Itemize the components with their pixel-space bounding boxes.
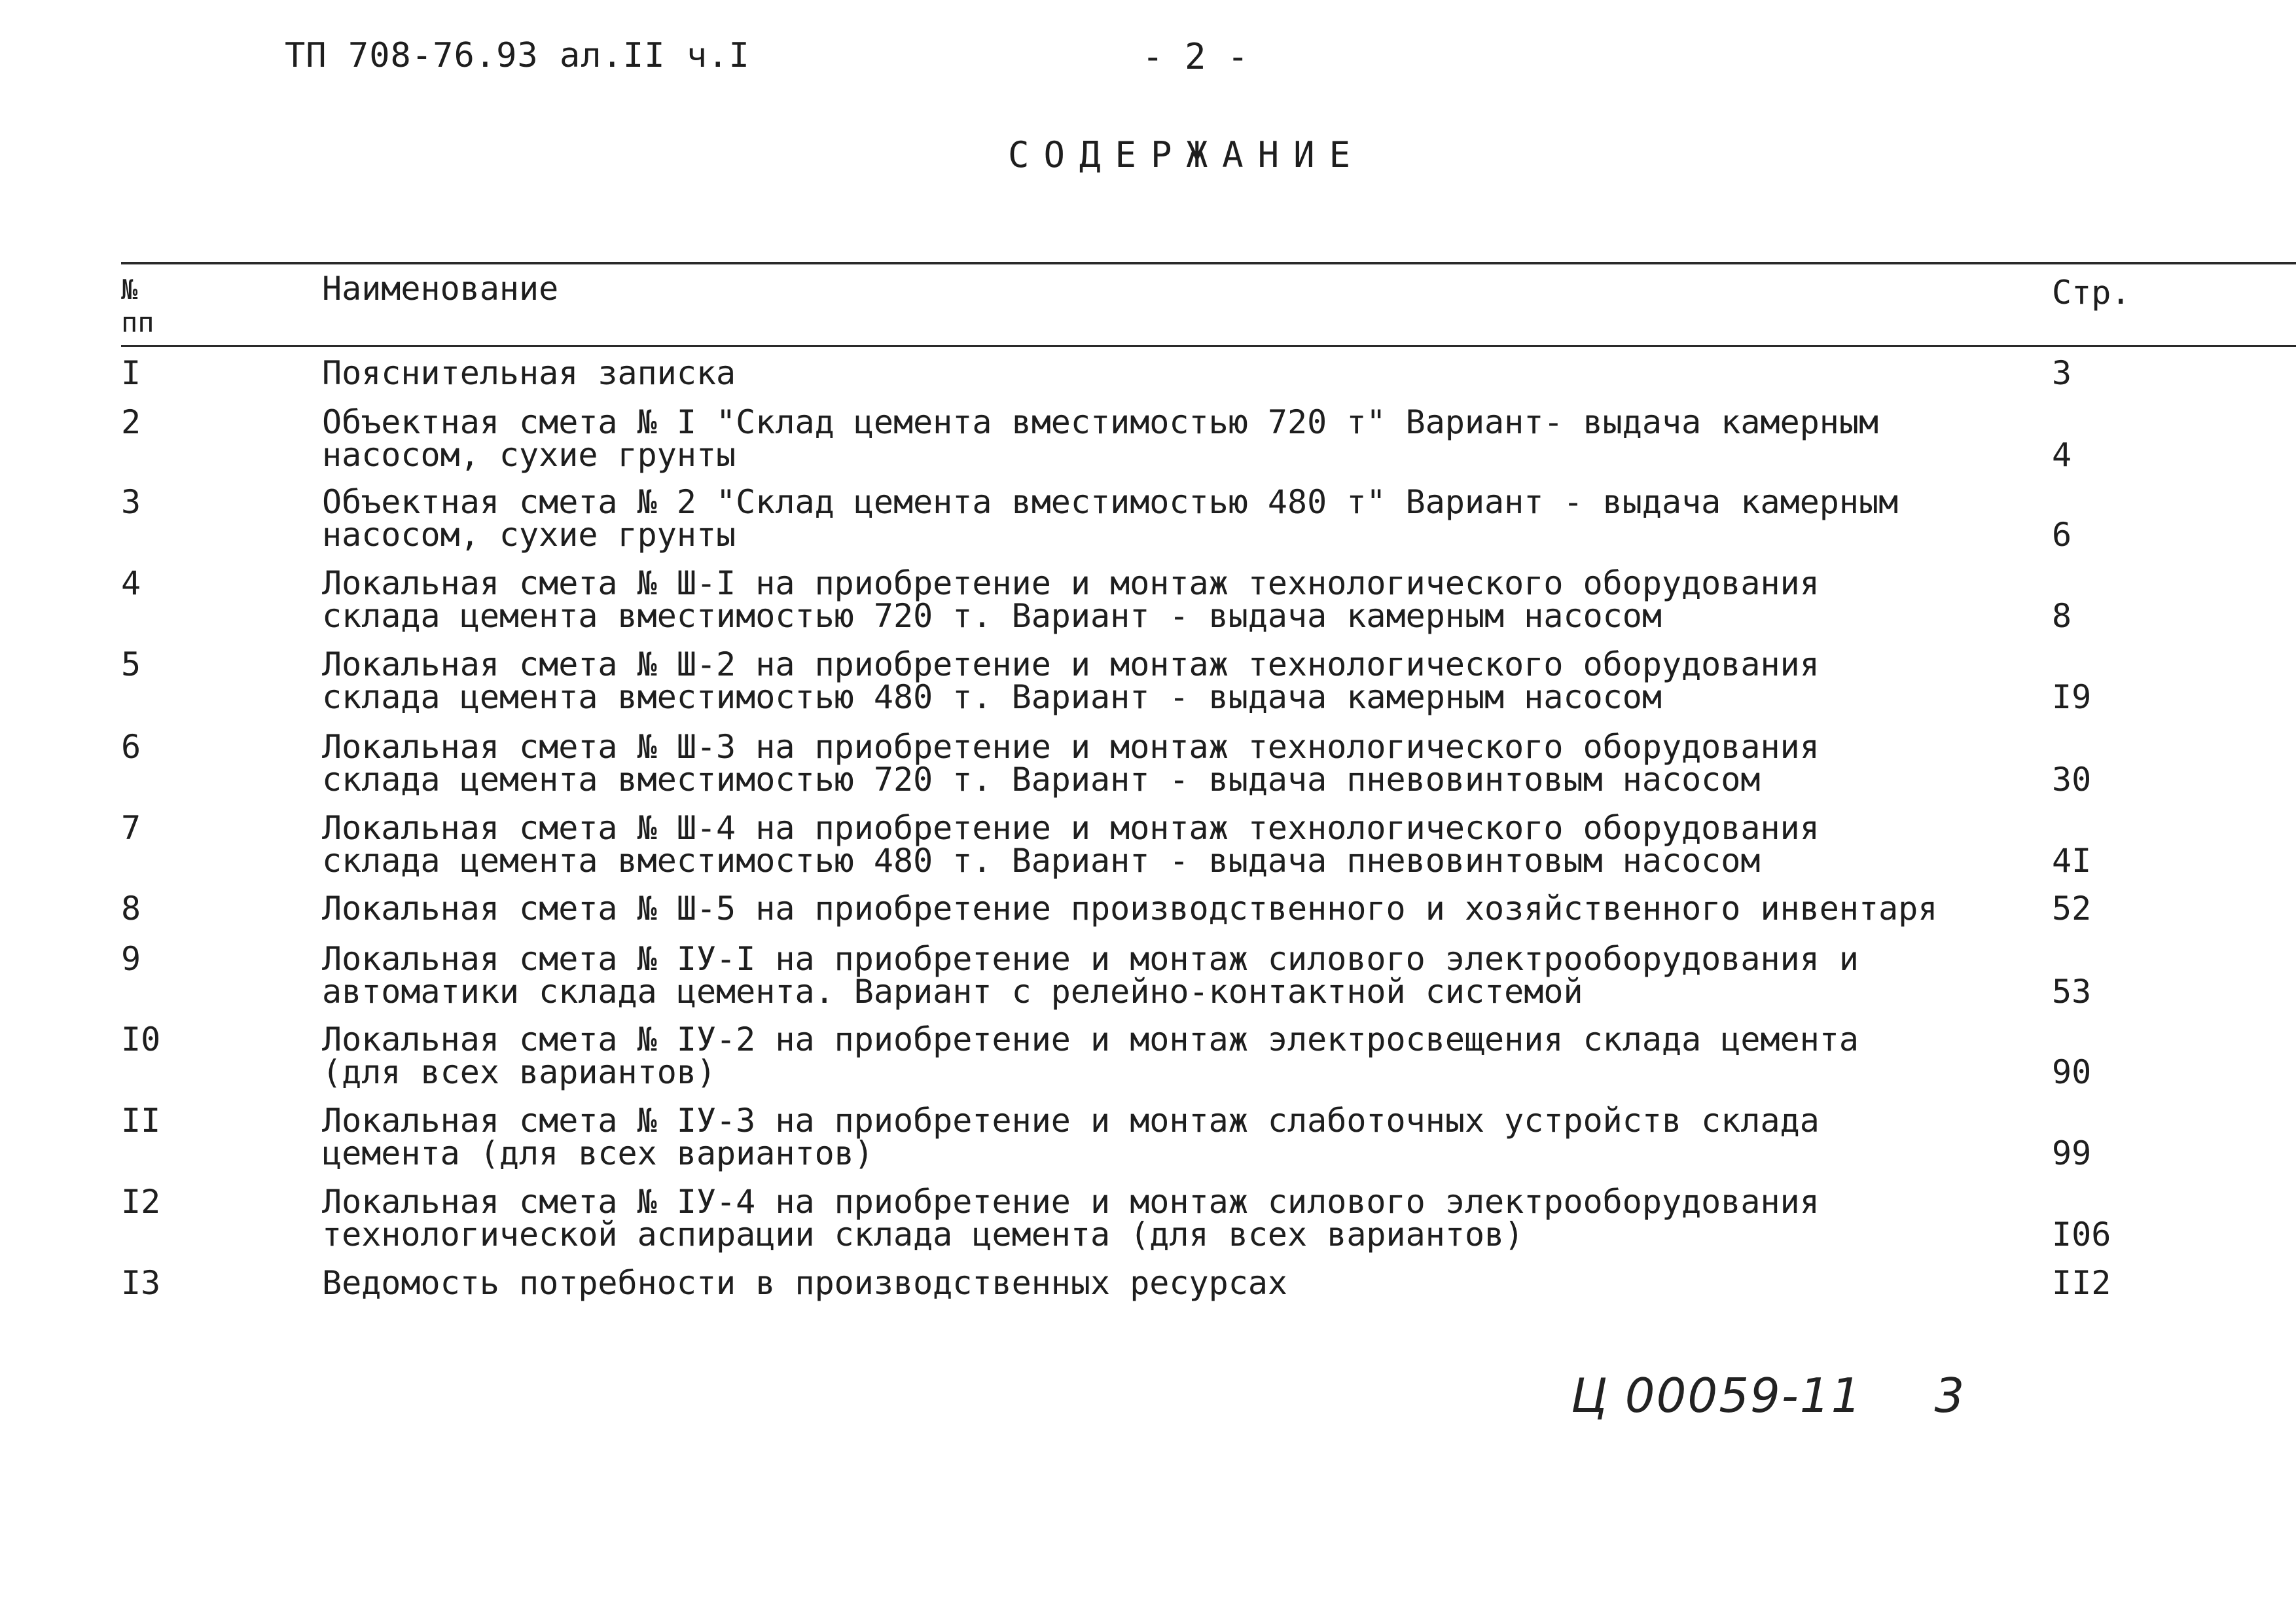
table-header-rule (121, 345, 2296, 347)
row-title: Локальная смета № IУ-3 на приобретение и монтаж слаботочных устройств склада цемента (для всех вариантов) (322, 1102, 1820, 1172)
inventory-handwritten-note (1571, 1368, 1965, 1423)
row-number: I3 (121, 1264, 161, 1302)
row-title: Локальная смета № Ш-2 на приобретение и монтаж технологического оборудования склада цемента вместимостью 480 т. Вариант - выдача камерным насосом (322, 645, 1820, 716)
row-page: 90 (2052, 1053, 2092, 1091)
row-title: Пояснительная записка (322, 354, 736, 392)
row-number: II (121, 1102, 161, 1140)
row-number: 5 (121, 645, 141, 683)
column-header-name: Наименование (322, 270, 559, 308)
row-title: Объектная смета № I "Склад цемента вместимостью 720 т" Вариант- выдача камерным насосом, сухие грунты (322, 403, 1879, 474)
doc-code: ТП 708-76.93 ал.II ч.I (285, 36, 750, 75)
row-page: 4I (2052, 842, 2092, 880)
row-page: I06 (2052, 1216, 2111, 1254)
row-page: 4 (2052, 436, 2072, 474)
row-number: I (121, 354, 141, 392)
row-number: 6 (121, 728, 141, 766)
row-number: I2 (121, 1183, 161, 1221)
row-number: 4 (121, 564, 141, 602)
row-number: 7 (121, 809, 141, 847)
page-number: - 2 - (1142, 36, 1249, 77)
row-page: I9 (2052, 678, 2092, 716)
row-number: I0 (121, 1020, 161, 1058)
row-page: II2 (2052, 1264, 2111, 1302)
row-title: Локальная смета № Ш-3 на приобретение и монтаж технологического оборудования склада цемента вместимостью 720 т. Вариант - выдача пневовинтовым насосом (322, 728, 1820, 799)
row-title: Локальная смета № Ш-I на приобретение и монтаж технологического оборудования склада цемента вместимостью 720 т. Вариант - выдача камерным насосом (322, 564, 1820, 635)
row-page: 53 (2052, 973, 2092, 1011)
row-page: 99 (2052, 1134, 2092, 1172)
row-title: Локальная смета № IУ-I на приобретение и монтаж силового электрооборудования и автоматики склада цемента. Вариант с релейно-контактной системой (322, 940, 1859, 1011)
row-number: 2 (121, 403, 141, 441)
page-title: СОДЕРЖАНИЕ (1008, 134, 1365, 175)
row-page: 3 (2052, 354, 2072, 392)
row-title: Локальная смета № Ш-5 на приобретение производственного и хозяйственного инвентаря (322, 890, 1938, 928)
column-header-page: Стр. (2052, 274, 2131, 312)
row-number: 3 (121, 483, 141, 521)
sheet-number: 3 (1934, 1368, 1966, 1423)
row-page: 52 (2052, 890, 2092, 928)
row-title: Локальная смета № IУ-4 на приобретение и монтаж силового электрооборудования технологической аспирации склада цемента (для всех вариантов) (322, 1183, 1820, 1254)
row-number: 8 (121, 890, 141, 928)
row-page: 30 (2052, 761, 2092, 799)
row-page: 8 (2052, 597, 2072, 635)
row-title: Ведомость потребности в производственных ресурсах (322, 1264, 1288, 1302)
row-page: 6 (2052, 516, 2072, 554)
row-title: Объектная смета № 2 "Склад цемента вместимостью 480 т" Вариант - выдача камерным насосом, сухие грунты (322, 483, 1899, 554)
inventory-number: Ц 00059-11 (1571, 1368, 1863, 1423)
row-title: Локальная смета № IУ-2 на приобретение и монтаж электросвещения склада цемента (для всех вариантов) (322, 1020, 1859, 1091)
row-number: 9 (121, 940, 141, 978)
table-top-rule (121, 262, 2296, 264)
row-title: Локальная смета № Ш-4 на приобретение и монтаж технологического оборудования склада цемента вместимостью 480 т. Вариант - выдача пневовинтовым насосом (322, 809, 1820, 880)
column-header-num: № пп (121, 274, 154, 338)
